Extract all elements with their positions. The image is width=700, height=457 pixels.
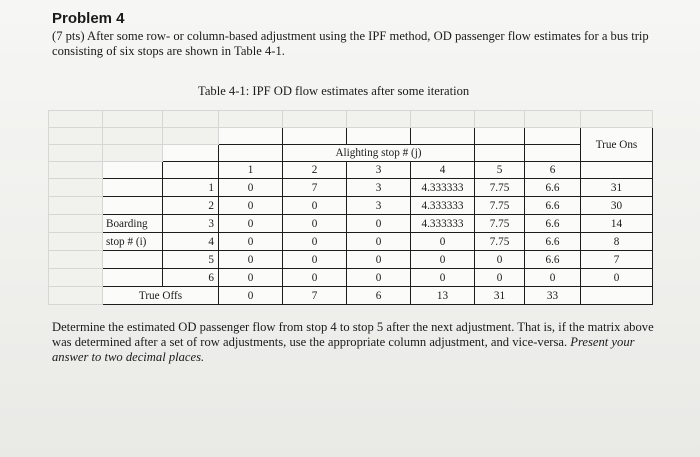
table-cell: 7.75 — [475, 233, 525, 251]
true-offs-value: 6 — [347, 287, 411, 305]
table-cell: 6.6 — [525, 179, 581, 197]
true-ons-header: True Ons — [581, 128, 653, 162]
table-cell: 4.333333 — [411, 179, 475, 197]
table-cell: 4.333333 — [411, 197, 475, 215]
table-cell: 3 — [347, 197, 411, 215]
table-row — [49, 269, 653, 287]
table-cell: 7.75 — [475, 215, 525, 233]
table-cell: 0 — [347, 233, 411, 251]
problem-header — [52, 10, 672, 59]
table-cell: 0 — [475, 251, 525, 269]
alighting-header-row — [49, 145, 653, 162]
alight-col-4: 4 — [411, 162, 475, 179]
true-offs-value: 31 — [475, 287, 525, 305]
boarding-stop-number: 1 — [163, 179, 219, 197]
od-flow-table — [48, 110, 653, 305]
table-cell: 0 — [411, 269, 475, 287]
true-offs-value: 13 — [411, 287, 475, 305]
alight-col-6: 6 — [525, 162, 581, 179]
problem-intro: (7 pts) After some row- or column-based adjustment using the IPF method, OD passenger flow estimates for a bus trip consisting of six stops are shown in Table 4-1. — [52, 29, 649, 58]
table-cell: 0 — [219, 269, 283, 287]
boarding-stop-number: 4 — [163, 233, 219, 251]
question-emphasis: Present your answer to two decimal places. — [52, 335, 635, 364]
true-offs-label: True Offs — [103, 287, 219, 305]
true-ons-value: 30 — [581, 197, 653, 215]
table-row — [49, 179, 653, 197]
table-cell: 6.6 — [525, 197, 581, 215]
table-cell: 7 — [283, 179, 347, 197]
table-cell: 6.6 — [525, 251, 581, 269]
true-offs-row — [49, 287, 653, 305]
table-row — [49, 215, 653, 233]
od-table-container — [48, 110, 652, 304]
table-cell: 0 — [411, 251, 475, 269]
alight-col-1: 1 — [219, 162, 283, 179]
table-cell: 0 — [283, 215, 347, 233]
boarding-stop-number: 3 — [163, 215, 219, 233]
table-cell: 0 — [219, 179, 283, 197]
table-cell: 0 — [525, 269, 581, 287]
table-cell: 0 — [283, 233, 347, 251]
true-offs-value: 0 — [219, 287, 283, 305]
table-cell: 0 — [475, 269, 525, 287]
true-ons-value: 0 — [581, 269, 653, 287]
table-row — [49, 197, 653, 215]
alight-col-3: 3 — [347, 162, 411, 179]
boarding-stop-number: 5 — [163, 251, 219, 269]
true-ons-value: 8 — [581, 233, 653, 251]
header-row-blank-1 — [49, 111, 653, 128]
table-caption: Table 4-1: IPF OD flow estimates after some iteration — [198, 84, 470, 98]
alighting-stop-label: Alighting stop # (j) — [283, 145, 475, 162]
header-row-blank-2 — [49, 128, 653, 145]
table-cell: 0 — [283, 197, 347, 215]
table-row — [49, 251, 653, 269]
table-cell: 4.333333 — [411, 215, 475, 233]
table-cell: 0 — [347, 251, 411, 269]
true-offs-value: 7 — [283, 287, 347, 305]
table-cell: 0 — [219, 215, 283, 233]
true-offs-value: 33 — [525, 287, 581, 305]
alighting-number-row — [49, 162, 653, 179]
problem-title: Problem 4 — [52, 10, 125, 27]
table-cell: 0 — [219, 251, 283, 269]
table-cell: 3 — [347, 179, 411, 197]
boarding-stop-number: 6 — [163, 269, 219, 287]
question-body: Determine the estimated OD passenger flow from stop 4 to stop 5 after the next adjustment. That is, if the matrix above was determined after a set of row adjustments, use the appropriate column adjustment, and vice-versa. — [52, 320, 654, 349]
true-ons-value: 31 — [581, 179, 653, 197]
table-cell: 0 — [219, 233, 283, 251]
alight-col-5: 5 — [475, 162, 525, 179]
boarding-label-line1: Boarding — [103, 215, 163, 233]
table-cell: 6.6 — [525, 215, 581, 233]
question-text — [52, 320, 662, 365]
true-ons-value: 7 — [581, 251, 653, 269]
boarding-stop-number: 2 — [163, 197, 219, 215]
alight-col-2: 2 — [283, 162, 347, 179]
table-cell: 0 — [283, 251, 347, 269]
boarding-label-line2: stop # (i) — [103, 233, 163, 251]
table-cell: 7.75 — [475, 179, 525, 197]
table-row — [49, 233, 653, 251]
table-cell: 0 — [347, 215, 411, 233]
table-cell: 0 — [219, 197, 283, 215]
table-cell: 0 — [411, 233, 475, 251]
table-cell: 0 — [347, 269, 411, 287]
table-cell: 0 — [283, 269, 347, 287]
table-cell: 6.6 — [525, 233, 581, 251]
table-cell: 7.75 — [475, 197, 525, 215]
true-ons-value: 14 — [581, 215, 653, 233]
